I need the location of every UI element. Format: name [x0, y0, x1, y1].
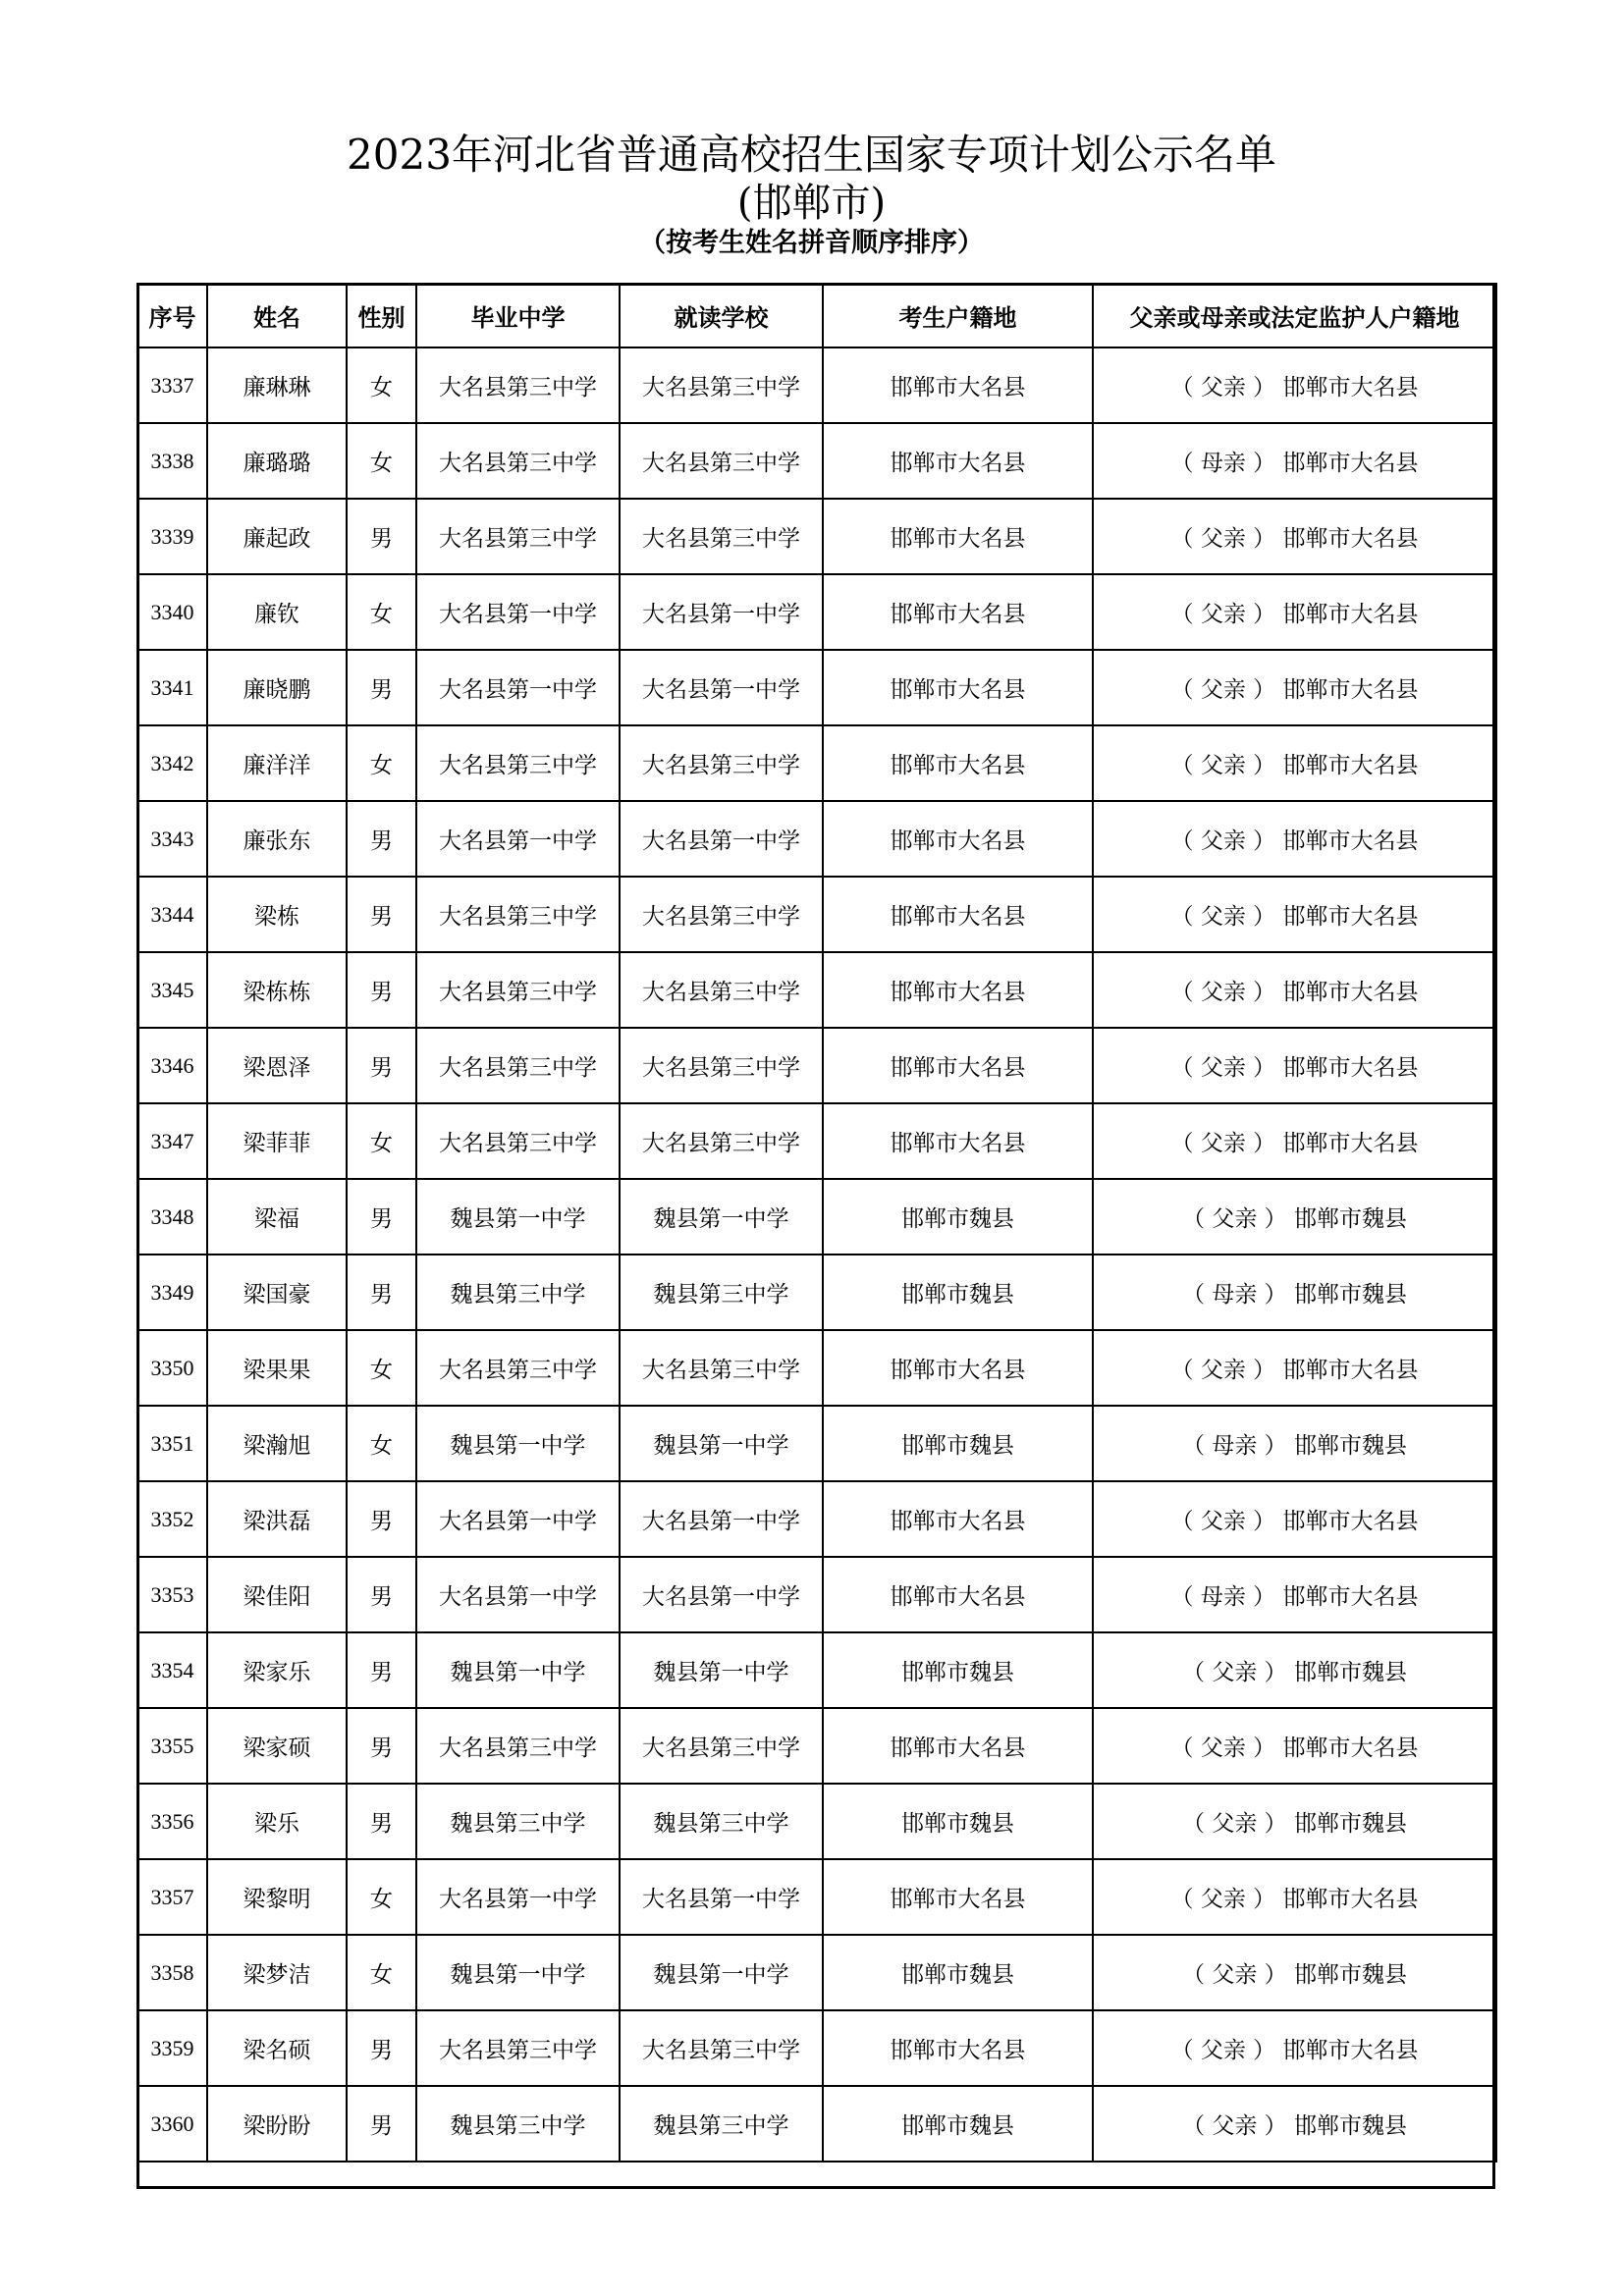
cell-seq: 3350 — [137, 1330, 207, 1406]
cell-name: 梁国豪 — [207, 1255, 347, 1330]
cell-current-school: 大名县第三中学 — [620, 952, 823, 1028]
cell-gender: 男 — [347, 1179, 416, 1255]
cell-seq: 3352 — [137, 1481, 207, 1557]
cell-gender: 男 — [347, 1028, 416, 1103]
cell-student-hukou: 邯郸市大名县 — [823, 877, 1093, 952]
cell-name: 梁乐 — [207, 1784, 347, 1859]
table-row — [137, 1632, 1496, 1708]
table-row — [137, 1255, 1496, 1330]
cell-guardian-hukou: （ 父亲 ） 邯郸市大名县 — [1093, 1708, 1496, 1784]
cell-current-school: 大名县第三中学 — [620, 877, 823, 952]
cell-current-school: 大名县第一中学 — [620, 650, 823, 725]
cell-seq: 3347 — [137, 1103, 207, 1179]
cell-seq: 3348 — [137, 1179, 207, 1255]
cell-guardian-hukou: （ 父亲 ） 邯郸市魏县 — [1093, 1935, 1496, 2010]
table-row — [137, 1784, 1496, 1859]
cell-current-school: 魏县第一中学 — [620, 1935, 823, 2010]
cell-guardian-hukou: （ 父亲 ） 邯郸市大名县 — [1093, 347, 1496, 423]
cell-guardian-hukou: （ 父亲 ） 邯郸市魏县 — [1093, 1179, 1496, 1255]
city-subtitle: (邯郸市) — [736, 181, 887, 226]
cell-name: 梁佳阳 — [207, 1557, 347, 1632]
roster-table — [136, 283, 1497, 2163]
cell-current-school: 魏县第三中学 — [620, 2086, 823, 2162]
cell-guardian-hukou: （ 父亲 ） 邯郸市魏县 — [1093, 2086, 1496, 2162]
cell-name: 梁梦洁 — [207, 1935, 347, 2010]
cell-gender: 女 — [347, 1103, 416, 1179]
cell-current-school: 大名县第三中学 — [620, 1330, 823, 1406]
cell-graduated-school: 大名县第一中学 — [416, 1481, 620, 1557]
cell-gender: 男 — [347, 1708, 416, 1784]
table-row — [137, 1859, 1496, 1935]
cell-gender: 男 — [347, 1784, 416, 1859]
cell-seq: 3343 — [137, 801, 207, 877]
cell-gender: 男 — [347, 650, 416, 725]
cell-seq: 3341 — [137, 650, 207, 725]
cell-guardian-hukou: （ 父亲 ） 邯郸市大名县 — [1093, 2010, 1496, 2086]
cell-current-school: 魏县第三中学 — [620, 1784, 823, 1859]
cell-graduated-school: 大名县第三中学 — [416, 1708, 620, 1784]
cell-graduated-school: 魏县第三中学 — [416, 1255, 620, 1330]
cell-graduated-school: 大名县第一中学 — [416, 650, 620, 725]
cell-name: 廉张东 — [207, 801, 347, 877]
cell-gender: 女 — [347, 1935, 416, 2010]
cell-guardian-hukou: （ 父亲 ） 邯郸市大名县 — [1093, 1859, 1496, 1935]
cell-gender: 男 — [347, 2086, 416, 2162]
cell-seq: 3345 — [137, 952, 207, 1028]
cell-name: 梁洪磊 — [207, 1481, 347, 1557]
cell-current-school: 魏县第一中学 — [620, 1632, 823, 1708]
cell-student-hukou: 邯郸市大名县 — [823, 952, 1093, 1028]
cell-student-hukou: 邯郸市大名县 — [823, 1708, 1093, 1784]
cell-guardian-hukou: （ 父亲 ） 邯郸市大名县 — [1093, 877, 1496, 952]
cell-seq: 3346 — [137, 1028, 207, 1103]
cell-guardian-hukou: （ 父亲 ） 邯郸市大名县 — [1093, 1330, 1496, 1406]
cell-graduated-school: 魏县第三中学 — [416, 1784, 620, 1859]
cell-gender: 女 — [347, 1859, 416, 1935]
cell-graduated-school: 魏县第一中学 — [416, 1935, 620, 2010]
table-row — [137, 952, 1496, 1028]
cell-student-hukou: 邯郸市大名县 — [823, 574, 1093, 650]
cell-current-school: 魏县第一中学 — [620, 1179, 823, 1255]
cell-name: 廉璐璐 — [207, 423, 347, 499]
cell-student-hukou: 邯郸市魏县 — [823, 2086, 1093, 2162]
cell-name: 廉钦 — [207, 574, 347, 650]
cell-guardian-hukou: （ 父亲 ） 邯郸市大名县 — [1093, 499, 1496, 574]
cell-gender: 女 — [347, 1406, 416, 1481]
cell-student-hukou: 邯郸市大名县 — [823, 1330, 1093, 1406]
cell-current-school: 大名县第一中学 — [620, 1481, 823, 1557]
cell-guardian-hukou: （ 父亲 ） 邯郸市大名县 — [1093, 801, 1496, 877]
cell-guardian-hukou: （ 父亲 ） 邯郸市大名县 — [1093, 650, 1496, 725]
cell-seq: 3337 — [137, 347, 207, 423]
cell-gender: 女 — [347, 347, 416, 423]
cell-current-school: 大名县第三中学 — [620, 725, 823, 801]
cell-student-hukou: 邯郸市大名县 — [823, 1859, 1093, 1935]
cell-name: 梁名硕 — [207, 2010, 347, 2086]
table-row — [137, 1935, 1496, 2010]
cell-seq: 3351 — [137, 1406, 207, 1481]
cell-graduated-school: 大名县第三中学 — [416, 725, 620, 801]
cell-guardian-hukou: （ 父亲 ） 邯郸市大名县 — [1093, 1028, 1496, 1103]
cell-name: 梁瀚旭 — [207, 1406, 347, 1481]
cell-graduated-school: 大名县第三中学 — [416, 2010, 620, 2086]
cell-gender: 男 — [347, 499, 416, 574]
cell-name: 梁黎明 — [207, 1859, 347, 1935]
cell-name: 廉晓鹏 — [207, 650, 347, 725]
cell-graduated-school: 大名县第三中学 — [416, 423, 620, 499]
column-header-seq: 序号 — [137, 284, 207, 347]
cell-seq: 3349 — [137, 1255, 207, 1330]
table-row — [137, 1708, 1496, 1784]
cell-guardian-hukou: （ 父亲 ） 邯郸市大名县 — [1093, 952, 1496, 1028]
cell-current-school: 大名县第一中学 — [620, 1557, 823, 1632]
cell-gender: 男 — [347, 1481, 416, 1557]
column-header-student-hukou: 考生户籍地 — [823, 284, 1093, 347]
cell-guardian-hukou: （ 母亲 ） 邯郸市魏县 — [1093, 1255, 1496, 1330]
cell-current-school: 大名县第三中学 — [620, 499, 823, 574]
cell-gender: 男 — [347, 1255, 416, 1330]
cell-gender: 男 — [347, 952, 416, 1028]
cell-current-school: 大名县第一中学 — [620, 801, 823, 877]
cell-seq: 3340 — [137, 574, 207, 650]
cell-current-school: 大名县第三中学 — [620, 1028, 823, 1103]
cell-student-hukou: 邯郸市大名县 — [823, 2010, 1093, 2086]
cell-gender: 男 — [347, 1632, 416, 1708]
cell-current-school: 大名县第一中学 — [620, 574, 823, 650]
table-row — [137, 1103, 1496, 1179]
document-title: 2023年河北省普通高校招生国家专项计划公示名单 — [347, 131, 1276, 179]
table-row — [137, 574, 1496, 650]
cell-graduated-school: 大名县第三中学 — [416, 877, 620, 952]
cell-gender: 男 — [347, 801, 416, 877]
cell-seq: 3353 — [137, 1557, 207, 1632]
cell-gender: 女 — [347, 1330, 416, 1406]
cell-seq: 3338 — [137, 423, 207, 499]
cell-current-school: 魏县第三中学 — [620, 1255, 823, 1330]
cell-seq: 3342 — [137, 725, 207, 801]
column-header-current-school: 就读学校 — [620, 284, 823, 347]
cell-graduated-school: 大名县第三中学 — [416, 1028, 620, 1103]
cell-graduated-school: 大名县第三中学 — [416, 952, 620, 1028]
cell-current-school: 大名县第三中学 — [620, 347, 823, 423]
table-row — [137, 499, 1496, 574]
cell-current-school: 魏县第一中学 — [620, 1406, 823, 1481]
cell-graduated-school: 大名县第一中学 — [416, 801, 620, 877]
cell-guardian-hukou: （ 母亲 ） 邯郸市魏县 — [1093, 1406, 1496, 1481]
cell-seq: 3355 — [137, 1708, 207, 1784]
cell-gender: 女 — [347, 574, 416, 650]
cell-student-hukou: 邯郸市魏县 — [823, 1632, 1093, 1708]
cell-seq: 3344 — [137, 877, 207, 952]
cell-graduated-school: 大名县第一中学 — [416, 1557, 620, 1632]
cell-guardian-hukou: （ 父亲 ） 邯郸市魏县 — [1093, 1784, 1496, 1859]
cell-student-hukou: 邯郸市大名县 — [823, 725, 1093, 801]
cell-name: 梁栋栋 — [207, 952, 347, 1028]
column-header-guardian-hukou: 父亲或母亲或法定监护人户籍地 — [1093, 284, 1496, 347]
cell-name: 廉琳琳 — [207, 347, 347, 423]
cell-name: 梁家乐 — [207, 1632, 347, 1708]
cell-seq: 3358 — [137, 1935, 207, 2010]
table-row — [137, 1481, 1496, 1557]
cell-graduated-school: 魏县第一中学 — [416, 1632, 620, 1708]
table-row — [137, 2010, 1496, 2086]
cell-name: 梁盼盼 — [207, 2086, 347, 2162]
cell-guardian-hukou: （ 父亲 ） 邯郸市大名县 — [1093, 1103, 1496, 1179]
column-header-graduated-school: 毕业中学 — [416, 284, 620, 347]
cell-guardian-hukou: （ 父亲 ） 邯郸市大名县 — [1093, 574, 1496, 650]
cell-seq: 3339 — [137, 499, 207, 574]
cell-name: 梁恩泽 — [207, 1028, 347, 1103]
cell-student-hukou: 邯郸市大名县 — [823, 1028, 1093, 1103]
header-row — [137, 284, 1496, 347]
cell-student-hukou: 邯郸市魏县 — [823, 1784, 1093, 1859]
table-row — [137, 650, 1496, 725]
cell-graduated-school: 大名县第一中学 — [416, 574, 620, 650]
table-row — [137, 1406, 1496, 1481]
cell-current-school: 大名县第三中学 — [620, 1103, 823, 1179]
table-row — [137, 347, 1496, 423]
cell-graduated-school: 大名县第三中学 — [416, 1330, 620, 1406]
cell-name: 廉起政 — [207, 499, 347, 574]
table-row — [137, 877, 1496, 952]
table-row — [137, 801, 1496, 877]
cell-name: 廉洋洋 — [207, 725, 347, 801]
cell-graduated-school: 魏县第一中学 — [416, 1179, 620, 1255]
cell-name: 梁家硕 — [207, 1708, 347, 1784]
cell-graduated-school: 魏县第三中学 — [416, 2086, 620, 2162]
cell-name: 梁菲菲 — [207, 1103, 347, 1179]
cell-name: 梁栋 — [207, 877, 347, 952]
cell-gender: 男 — [347, 877, 416, 952]
cell-student-hukou: 邯郸市大名县 — [823, 1103, 1093, 1179]
cell-student-hukou: 邯郸市大名县 — [823, 650, 1093, 725]
cell-student-hukou: 邯郸市大名县 — [823, 347, 1093, 423]
cell-student-hukou: 邯郸市魏县 — [823, 1935, 1093, 2010]
cell-gender: 女 — [347, 725, 416, 801]
cell-gender: 男 — [347, 1557, 416, 1632]
table-row — [137, 1179, 1496, 1255]
cell-seq: 3359 — [137, 2010, 207, 2086]
cell-gender: 女 — [347, 423, 416, 499]
cell-seq: 3357 — [137, 1859, 207, 1935]
cell-current-school: 大名县第三中学 — [620, 423, 823, 499]
cell-student-hukou: 邯郸市大名县 — [823, 499, 1093, 574]
table-row — [137, 423, 1496, 499]
table-row — [137, 1028, 1496, 1103]
cell-gender: 男 — [347, 2010, 416, 2086]
cell-graduated-school: 大名县第一中学 — [416, 1859, 620, 1935]
cell-student-hukou: 邯郸市魏县 — [823, 1406, 1093, 1481]
table-row — [137, 725, 1496, 801]
sort-note: （按考生姓名拼音顺序排序） — [639, 228, 984, 258]
cell-guardian-hukou: （ 父亲 ） 邯郸市魏县 — [1093, 1632, 1496, 1708]
cell-guardian-hukou: （ 母亲 ） 邯郸市大名县 — [1093, 423, 1496, 499]
cell-current-school: 大名县第三中学 — [620, 2010, 823, 2086]
roster-body — [137, 347, 1496, 2162]
cell-student-hukou: 邯郸市魏县 — [823, 1255, 1093, 1330]
cell-student-hukou: 邯郸市大名县 — [823, 1481, 1093, 1557]
cell-guardian-hukou: （ 父亲 ） 邯郸市大名县 — [1093, 1481, 1496, 1557]
cell-student-hukou: 邯郸市大名县 — [823, 1557, 1093, 1632]
column-header-name: 姓名 — [207, 284, 347, 347]
cell-graduated-school: 魏县第一中学 — [416, 1406, 620, 1481]
cell-graduated-school: 大名县第三中学 — [416, 1103, 620, 1179]
cell-graduated-school: 大名县第三中学 — [416, 347, 620, 423]
table-row — [137, 2086, 1496, 2162]
table-row — [137, 1557, 1496, 1632]
cell-student-hukou: 邯郸市魏县 — [823, 1179, 1093, 1255]
table-row — [137, 1330, 1496, 1406]
cell-name: 梁福 — [207, 1179, 347, 1255]
column-header-gender: 性别 — [347, 284, 416, 347]
cell-guardian-hukou: （ 母亲 ） 邯郸市大名县 — [1093, 1557, 1496, 1632]
cell-seq: 3360 — [137, 2086, 207, 2162]
cell-graduated-school: 大名县第三中学 — [416, 499, 620, 574]
cell-seq: 3356 — [137, 1784, 207, 1859]
cell-guardian-hukou: （ 父亲 ） 邯郸市大名县 — [1093, 725, 1496, 801]
cell-seq: 3354 — [137, 1632, 207, 1708]
cell-current-school: 大名县第三中学 — [620, 1708, 823, 1784]
cell-name: 梁果果 — [207, 1330, 347, 1406]
cell-student-hukou: 邯郸市大名县 — [823, 801, 1093, 877]
cell-student-hukou: 邯郸市大名县 — [823, 423, 1093, 499]
cell-current-school: 大名县第一中学 — [620, 1859, 823, 1935]
